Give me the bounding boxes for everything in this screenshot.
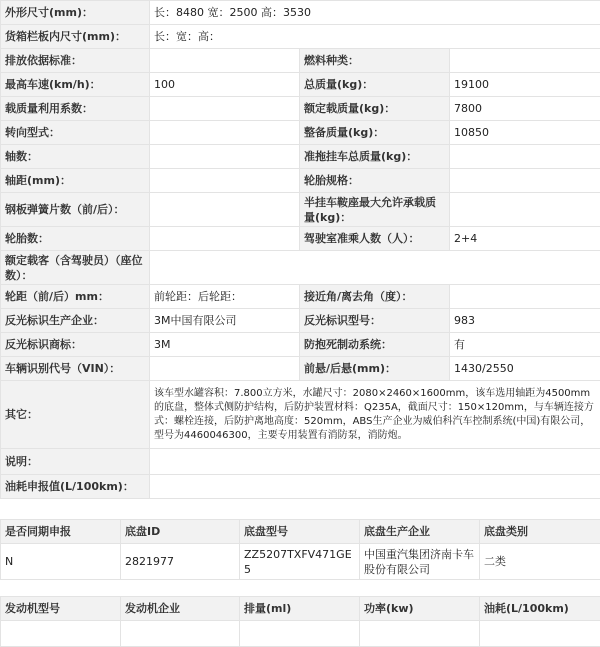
abs-label: 防抱死制动系统： <box>300 333 450 357</box>
chassis-id: 2821977 <box>121 544 240 580</box>
engine-cell <box>360 621 480 647</box>
spec-row <box>1 121 600 145</box>
dimensions-label: 外形尺寸(mm)： <box>1 1 150 25</box>
spec-row <box>1 145 600 169</box>
axles-value <box>150 145 300 169</box>
abs-value: 有 <box>450 333 600 357</box>
reflector-brand-label: 反光标识商标： <box>1 333 150 357</box>
chassis-header-category: 底盘类别 <box>480 520 600 544</box>
total-mass-value: 19100 <box>450 73 600 97</box>
reflector-model-value: 983 <box>450 309 600 333</box>
fuel-label: 燃料种类： <box>300 49 450 73</box>
notes-value <box>150 449 600 475</box>
spec-row <box>1 49 600 73</box>
tires-label: 轮胎数： <box>1 227 150 251</box>
load-util-label: 载质量利用系数： <box>1 97 150 121</box>
chassis-header-row <box>1 520 600 544</box>
springs-label: 钢板弹簧片数（前/后）： <box>1 193 150 227</box>
curb-mass-value: 10850 <box>450 121 600 145</box>
track-value: 前轮距：后轮距： <box>150 285 300 309</box>
notes-label: 说明： <box>1 449 150 475</box>
approach-label: 接近角/离去角（度）： <box>300 285 450 309</box>
spec-row <box>1 97 600 121</box>
engine-table <box>0 596 600 647</box>
engine-header-fuel: 油耗(L/100km) <box>480 597 600 621</box>
overhang-label: 前悬/后悬(mm)： <box>300 357 450 381</box>
engine-cell <box>1 621 121 647</box>
chassis-table <box>0 519 600 580</box>
chassis-sync: N <box>1 544 121 580</box>
total-mass-label: 总质量(kg)： <box>300 73 450 97</box>
fuel-report-label: 油耗申报值(L/100km)： <box>1 475 150 499</box>
wheelbase-label: 轴距(mm)： <box>1 169 150 193</box>
engine-header-model: 发动机型号 <box>1 597 121 621</box>
cab-seats-value: 2+4 <box>450 227 600 251</box>
reflector-mfr-value: 3M中国有限公司 <box>150 309 300 333</box>
spec-row <box>1 357 600 381</box>
max-speed-value: 100 <box>150 73 300 97</box>
trailer-mass-value <box>450 145 600 169</box>
steering-label: 转向型式： <box>1 121 150 145</box>
chassis-manufacturer: 中国重汽集团济南卡车股份有限公司 <box>360 544 480 580</box>
spec-row <box>1 251 600 285</box>
spec-row-notes <box>1 449 600 475</box>
cargo-box-value: 长：宽：高： <box>150 25 600 49</box>
engine-data-row <box>1 621 600 647</box>
chassis-model: ZZ5207TXFV471GE5 <box>240 544 360 580</box>
engine-header-manufacturer: 发动机企业 <box>121 597 240 621</box>
chassis-header-manufacturer: 底盘生产企业 <box>360 520 480 544</box>
section-gap <box>0 499 600 519</box>
reflector-mfr-label: 反光标识生产企业： <box>1 309 150 333</box>
passengers-label: 额定载客（含驾驶员）（座位数）： <box>1 251 150 285</box>
spec-row <box>1 73 600 97</box>
tire-spec-label: 轮胎规格： <box>300 169 450 193</box>
fuel-value <box>450 49 600 73</box>
section-gap <box>0 580 600 596</box>
tires-value <box>150 227 300 251</box>
fuel-report-value <box>150 475 600 499</box>
cab-seats-label: 驾驶室准乘人数（人）： <box>300 227 450 251</box>
chassis-header-model: 底盘型号 <box>240 520 360 544</box>
vin-value <box>150 357 300 381</box>
spec-row <box>1 333 600 357</box>
steering-value <box>150 121 300 145</box>
rated-load-label: 额定载质量(kg)： <box>300 97 450 121</box>
saddle-load-value <box>450 193 600 227</box>
dimensions-value: 长：8480 宽：2500 高：3530 <box>150 1 600 25</box>
springs-value <box>150 193 300 227</box>
wheelbase-value <box>150 169 300 193</box>
overhang-value: 1430/2550 <box>450 357 600 381</box>
cargo-box-label: 货箱栏板内尺寸(mm)： <box>1 25 150 49</box>
spec-row-cargo-box <box>1 25 600 49</box>
load-util-value <box>150 97 300 121</box>
engine-cell <box>240 621 360 647</box>
emission-value <box>150 49 300 73</box>
chassis-header-sync: 是否同期申报 <box>1 520 121 544</box>
tire-spec-value <box>450 169 600 193</box>
engine-cell <box>480 621 600 647</box>
spec-row <box>1 193 600 227</box>
engine-header-power: 功率(kw) <box>360 597 480 621</box>
spec-row-dimensions <box>1 1 600 25</box>
spec-row <box>1 227 600 251</box>
reflector-brand-value: 3M <box>150 333 300 357</box>
spec-row-fuel-report <box>1 475 600 499</box>
engine-header-displacement: 排量(ml) <box>240 597 360 621</box>
spec-row <box>1 309 600 333</box>
approach-value <box>450 285 600 309</box>
curb-mass-label: 整备质量(kg)： <box>300 121 450 145</box>
chassis-data-row <box>1 544 600 580</box>
engine-cell <box>121 621 240 647</box>
spec-row <box>1 169 600 193</box>
passengers-value <box>150 251 600 285</box>
other-label: 其它： <box>1 381 150 449</box>
max-speed-label: 最高车速(km/h)： <box>1 73 150 97</box>
chassis-header-id: 底盘ID <box>121 520 240 544</box>
axles-label: 轴数： <box>1 145 150 169</box>
emission-label: 排放依据标准： <box>1 49 150 73</box>
spec-row <box>1 285 600 309</box>
vin-label: 车辆识别代号（VIN）： <box>1 357 150 381</box>
other-value: 该车型水罐容积：7.800立方米，水罐尺寸：2080×2460×1600mm，该车选用轴距为4500mm的底盘，整体式侧防护结构，后防护装置材料：Q235A，截面尺寸：150×120mm，与车辆连接方式：螺栓连接，后防护离地高度：520mm，ABS生产企业为威伯科汽车控制系统(中国)有限公司，型号为4460046300，主要专用装置有消防泵，消防炮。 <box>150 381 600 449</box>
spec-row-other <box>1 381 600 449</box>
reflector-model-label: 反光标识型号： <box>300 309 450 333</box>
engine-header-row <box>1 597 600 621</box>
chassis-category: 二类 <box>480 544 600 580</box>
rated-load-value: 7800 <box>450 97 600 121</box>
track-label: 轮距（前/后）mm： <box>1 285 150 309</box>
trailer-mass-label: 准拖挂车总质量(kg)： <box>300 145 450 169</box>
saddle-load-label: 半挂车鞍座最大允许承载质量(kg)： <box>300 193 450 227</box>
